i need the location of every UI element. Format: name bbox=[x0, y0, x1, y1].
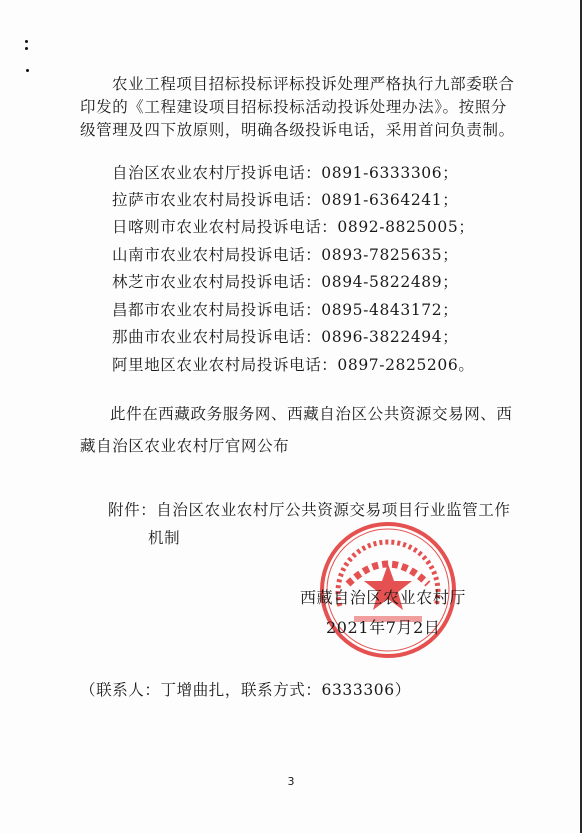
hotline-item: 日喀则市农业农村局投诉电话：0892-8825005； bbox=[112, 218, 475, 236]
hotline-item: 山南市农业农村局投诉电话：0893-7825635； bbox=[112, 246, 459, 264]
binding-mark bbox=[26, 69, 29, 72]
hotline-item: 那曲市农业农村局投诉电话：0896-3822494； bbox=[112, 328, 459, 346]
intro-line-2: 印发的《工程建设项目招标投标活动投诉处理办法》。按照分 bbox=[80, 98, 507, 116]
hotline-item: 阿里地区农业农村局投诉电话：0897-2825206。 bbox=[112, 356, 475, 374]
attachment-line-1: 附件：自治区农业农村厅公共资源交易项目行业监管工作 bbox=[108, 501, 511, 519]
signing-date: 2021年7月2日 bbox=[326, 618, 441, 637]
intro-line-3: 级管理及四下放原则，明确各级投诉电话，采用首问负责制。 bbox=[80, 121, 515, 139]
signing-organization: 西藏自治区农业农村厅 bbox=[300, 588, 467, 607]
hotline-item: 自治区农业农村厅投诉电话：0891-6333306； bbox=[112, 164, 459, 182]
contact-info: （联系人：丁增曲扎，联系方式：6333306） bbox=[80, 681, 411, 699]
binding-mark bbox=[25, 40, 28, 43]
publication-line-2: 藏自治区农业农村厅官网公布 bbox=[80, 437, 290, 455]
attachment-line-2: 机制 bbox=[148, 529, 181, 547]
hotline-item: 拉萨市农业农村局投诉电话：0891-6364241； bbox=[112, 191, 459, 209]
page-number: 3 bbox=[287, 775, 295, 788]
hotline-item: 林芝市农业农村局投诉电话：0894-5822489； bbox=[112, 273, 459, 291]
intro-line-1: 农业工程项目招标投标评标投诉处理严格执行九部委联合 bbox=[112, 75, 515, 93]
binding-mark bbox=[25, 47, 28, 50]
publication-line-1: 此件在西藏政务服务网、西藏自治区公共资源交易网、西 bbox=[110, 405, 513, 423]
hotline-item: 昌都市农业农村局投诉电话：0895-4843172； bbox=[112, 301, 459, 319]
